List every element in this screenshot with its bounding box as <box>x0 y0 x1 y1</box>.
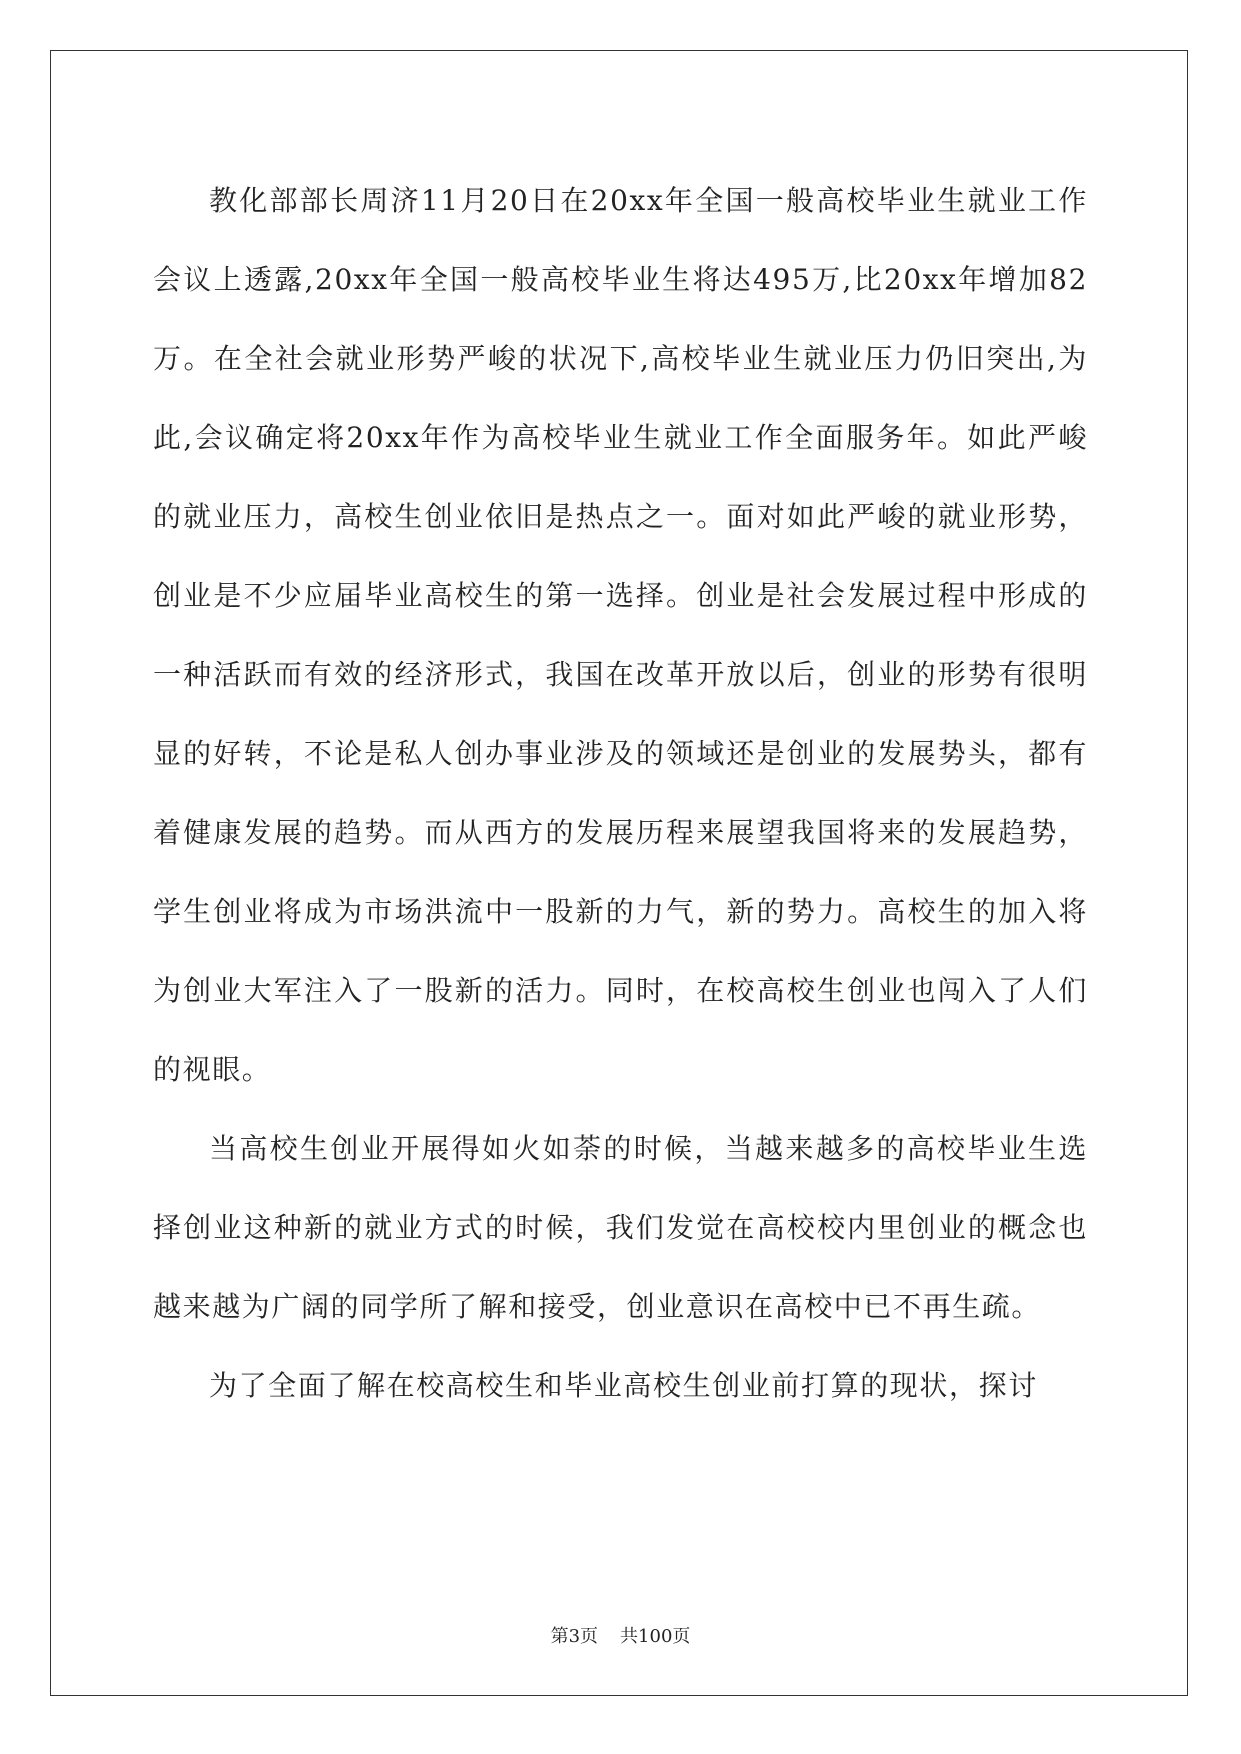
page-footer <box>0 1625 1241 1649</box>
total-pages: 共100页 <box>620 1626 691 1647</box>
paragraph-3: 为了全面了解在校高校生和毕业高校生创业前打算的现状，探讨 <box>209 1369 1038 1402</box>
page-number: 第3页 <box>550 1626 599 1647</box>
paragraph-1: 教化部部长周济11月20日在20xx年全国一般高校毕业生就业工作会议上透露,20xx年全国一般高校毕业生将达495万,比20xx年增加82万。在全社会就业形势严峻的状况下,高校毕业生就业压力仍旧突出,为此,会议确定将20xx年作为高校毕业生就业工作全面服务年。如此严峻的就业压力，高校生创业依旧是热点之一。面对如此严峻的就业形势，创业是不少应届毕业高校生的第一选择。创业是社会发展过程中形成的一种活跃而有效的经济形式，我国在改革开放以后，创业的形势有很明显的好转，不论是私人创办事业涉及的领域还是创业的发展势头，都有着健康发展的趋势。而从西方的发展历程来展望我国将来的发展趋势，学生创业将成为市场洪流中一股新的力气，新的势力。高校生的加入将为创业大军注入了一股新的活力。同时，在校高校生创业也闯入了人们的视眼。 <box>153 184 1088 1086</box>
paragraph-2: 当高校生创业开展得如火如荼的时候，当越来越多的高校毕业生选择创业这种新的就业方式的时候，我们发觉在高校校内里创业的概念也越来越为广阔的同学所了解和接受，创业意识在高校中已不再生疏。 <box>153 1132 1088 1323</box>
document-body <box>153 161 1088 1425</box>
